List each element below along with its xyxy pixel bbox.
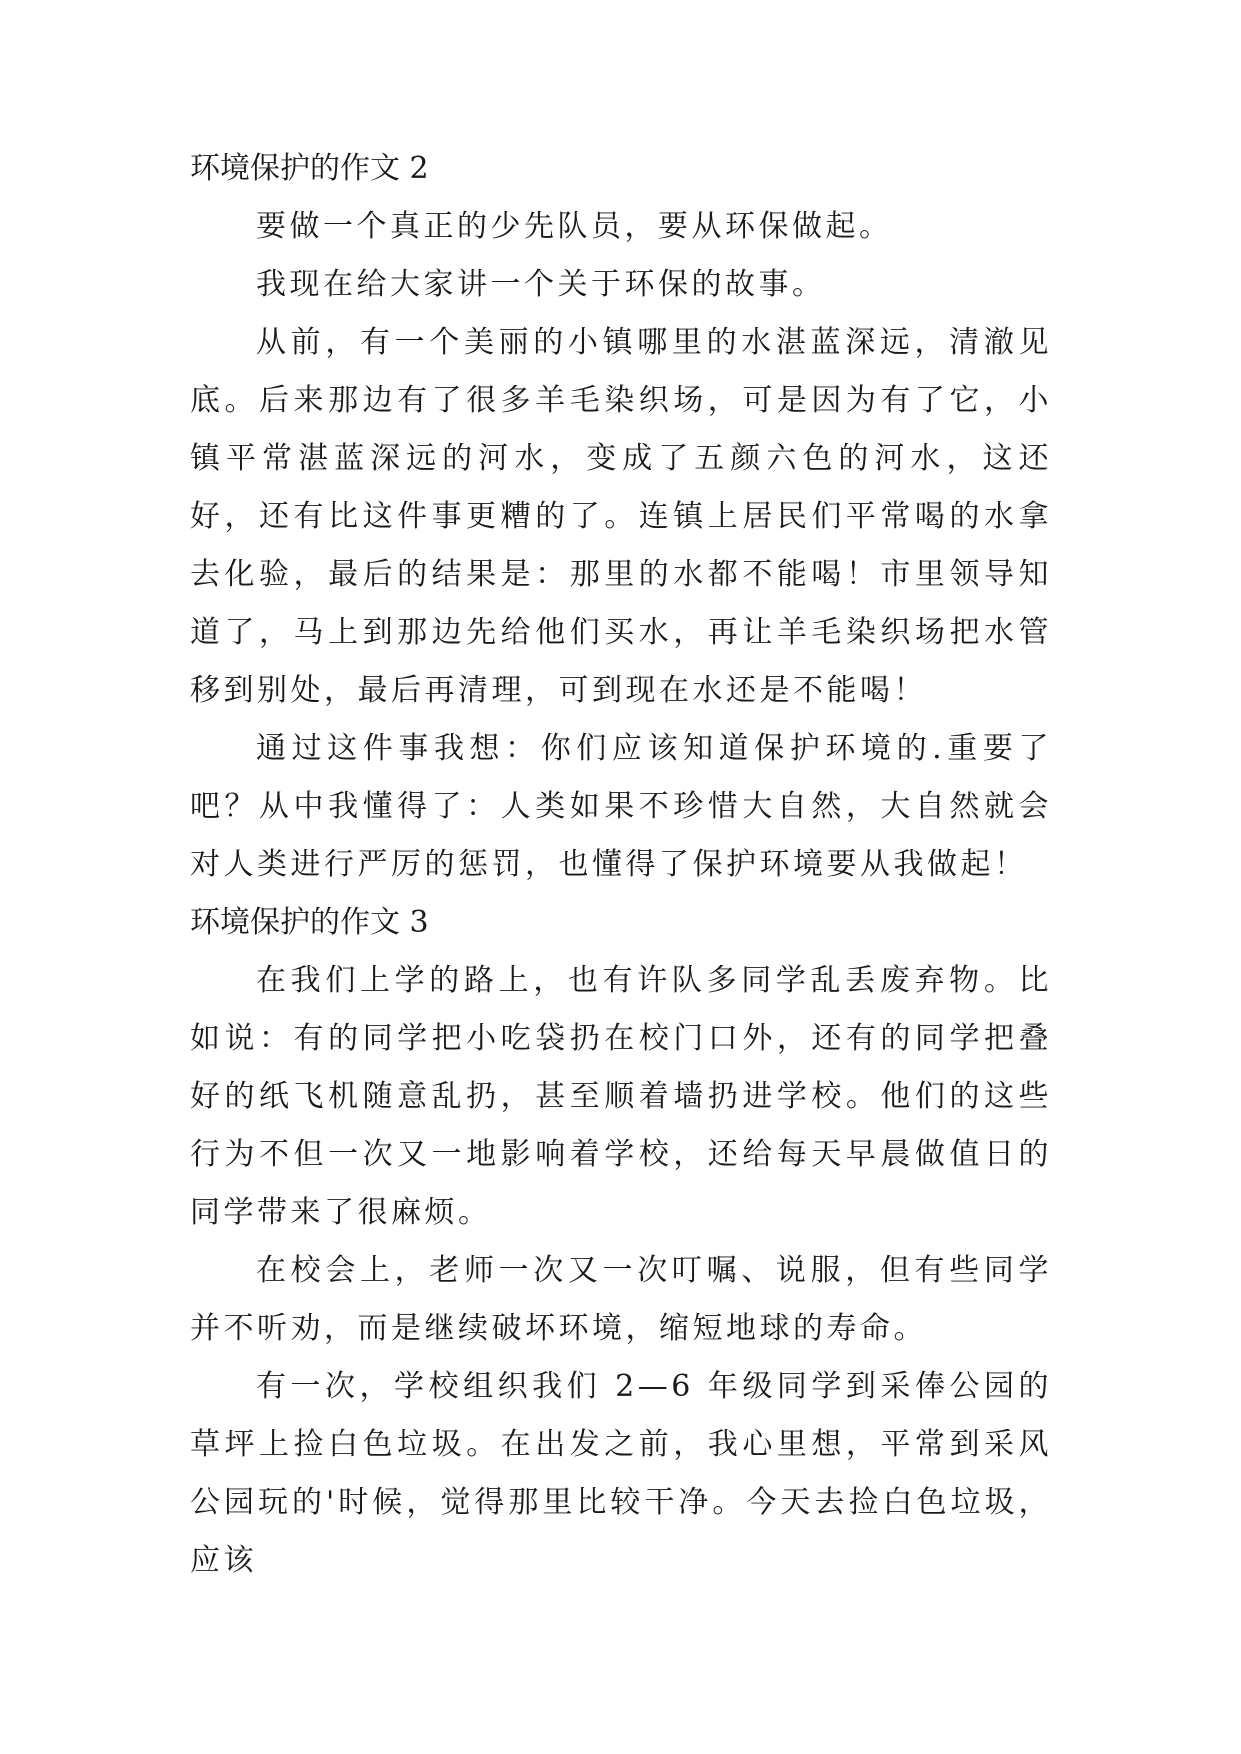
paragraph: 有一次，学校组织我们 2—6 年级同学到采俸公园的草坪上捡白色垃圾。在出发之前，我心里想，平常到采风公园玩的'时候，觉得那里比较干净。今天去捡白色垃圾，应该 bbox=[190, 1369, 1052, 1578]
paragraph: 从前，有一个美丽的小镇哪里的水湛蓝深远，清澈见底。后来那边有了很多羊毛染织场，可是因为有了它，小镇平常湛蓝深远的河水，变成了五颜六色的河水，这还好，还有比这件事更糟的了。连镇上居民们平常喝的水拿去化验，最后的结果是：那里的水都不能喝！市里领导知道了，马上到那边先给他们买水，再让羊毛染织场把水管移到别处，最后再清理，可到现在水还是不能喝！ bbox=[190, 325, 1052, 708]
paragraph: 我现在给大家讲一个关于环保的故事。 bbox=[256, 267, 826, 302]
paragraph: 在我们上学的路上，也有许队多同学乱丢废弃物。比如说：有的同学把小吃袋扔在校门口外，还有的同学把叠好的纸飞机随意乱扔，甚至顺着墙扔进学校。他们的这些行为不但一次又一地影响着学校，还给每天早晨做值日的同学带来了很麻烦。 bbox=[190, 963, 1052, 1230]
section-heading: 环境保护的作文 3 bbox=[190, 905, 429, 940]
document-page bbox=[190, 140, 1052, 1590]
paragraph: 通过这件事我想：你们应该知道保护环境的.重要了吧？从中我懂得了：人类如果不珍惜大自然，大自然就会对人类进行严厉的惩罚，也懂得了保护环境要从我做起！ bbox=[190, 731, 1052, 882]
paragraph: 在校会上，老师一次又一次叮嘱、说服，但有些同学并不听劝，而是继续破坏环境，缩短地球的寿命。 bbox=[190, 1253, 1052, 1346]
section-heading: 环境保护的作文 2 bbox=[190, 151, 429, 186]
paragraph: 要做一个真正的少先队员，要从环保做起。 bbox=[256, 209, 893, 244]
